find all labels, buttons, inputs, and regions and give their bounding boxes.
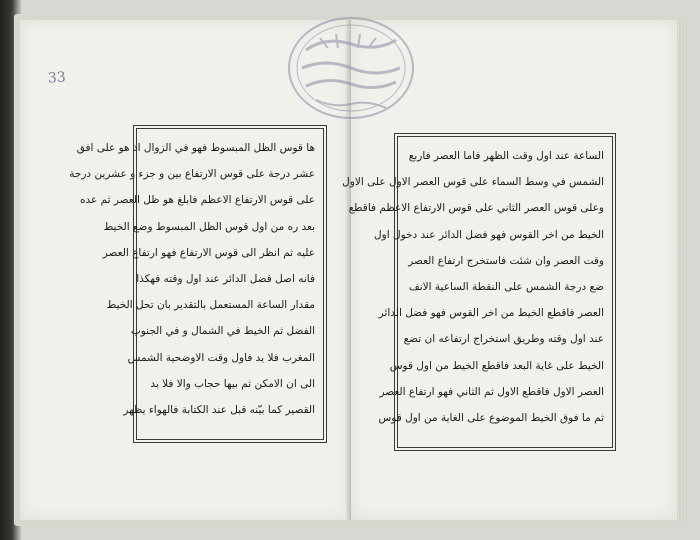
- manuscript-line: فانه اصل فضل الدائر عند اول وقته فهكذا: [136, 272, 315, 285]
- manuscript-line: ضع درجة الشمس على النقطة الساعية الانف: [408, 280, 604, 293]
- manuscript-line: الفضل ثم الخيط في الشمال و في الجنوب: [130, 325, 315, 338]
- manuscript-line: على قوس الارتفاع الاعظم فابلغ هو ظل العصر ثم عده: [80, 194, 315, 207]
- left-text-frame: [69, 128, 324, 440]
- manuscript-line: المغرب فلا يد فاول وقت الاوضحية الشمس: [127, 351, 315, 364]
- manuscript-line: الساعة عند اول وقت الظهر فاما العصر فاربع: [408, 150, 604, 162]
- manuscript-line: القصير كما بيّنه قبل عند الكتابة فالهواء يظهر: [123, 403, 315, 416]
- manuscript-line: عليه ثم انظر الى قوس الارتفاع فهو ارتفاع العصر: [102, 246, 315, 259]
- page-number: 33: [47, 69, 67, 87]
- page-edges: [677, 20, 687, 520]
- manuscript-line: عند اول وقته وطريق استخراج ارتفاعه ان تضع: [403, 333, 604, 346]
- manuscript-line: الخيط من اخر القوس فهو فضل الدائر عند دخول اول: [374, 228, 604, 241]
- manuscript-line: وقت العصر وان شئت فاستخرج ارتفاع العصر: [408, 254, 604, 267]
- manuscript-line: الى ان الامكن ثم بيها حجاب والا فلا بد: [150, 377, 315, 390]
- manuscript-line: عشر درجة على قوس الارتفاع بين و جزء و عشرين درجة: [69, 168, 315, 181]
- manuscript-line: مقدار الساعة المستعمل بالتقدير بان تحل الخيط: [106, 299, 315, 312]
- library-seal-icon: [276, 10, 426, 130]
- manuscript-line: العصر فاقطع الخيط من اخر القوس فهو فضل الدائر: [378, 307, 604, 320]
- manuscript-line: وعلى قوس العصر الثاني على قوس الارتفاع الاعظم فاقطع: [348, 202, 604, 215]
- manuscript-line: بعد ره من اول قوس الظل المبسوط وضع الخيط: [103, 220, 315, 233]
- manuscript-line: ها قوس الظل المبسوط فهو في الزوال اذ هو على افق: [76, 142, 315, 154]
- manuscript-line: الشمس في وسط السماء على قوس العصر الاول على الاول: [342, 176, 604, 189]
- right-text-frame: [342, 136, 613, 448]
- manuscript-line: الخيط على غاية البعد فاقطع الخيط من اول قوس: [389, 359, 604, 372]
- manuscript-line: ثم ما فوق الخيط الموضوع على الغاية من اول قوس: [378, 411, 604, 424]
- manuscript-line: العصر الاول فاقطع الاول ثم الثاني فهو ارتفاع العصر: [379, 385, 604, 398]
